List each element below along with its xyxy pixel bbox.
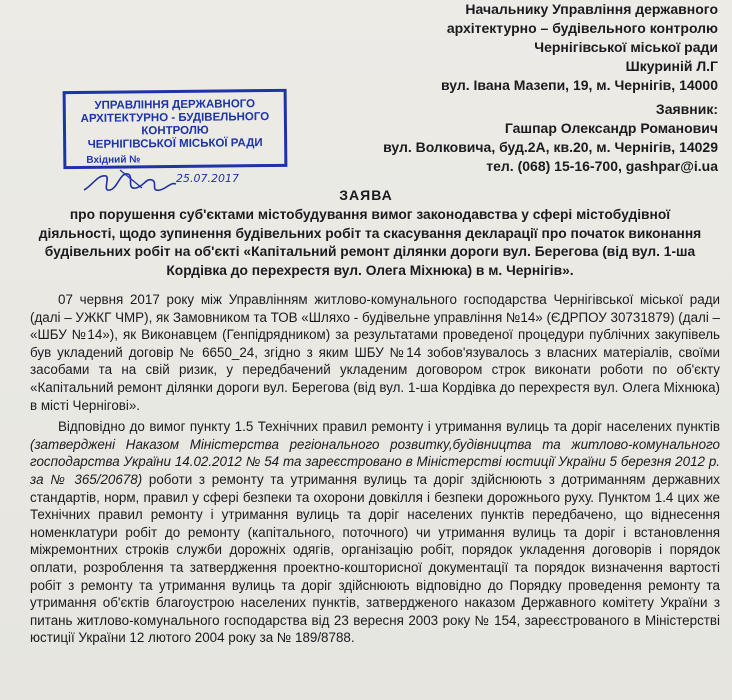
addressee-council: Чернігівської міської ради [534,39,718,55]
addressee-department: архітектурно – будівельного контролю [446,20,718,36]
applicant-label: Заявник: [655,101,718,117]
addressee-position: Начальнику Управління державного [465,1,718,17]
addressee-address: вул. Івана Мазепи, 19, м. Чернігів, 14000 [441,77,718,93]
applicant-block [298,100,718,176]
document-body [30,291,720,647]
registration-stamp [63,89,288,169]
body-paragraph [30,418,720,647]
document-subject: про порушення суб'єктами містобудування вимог законодавства у сфері містобудівної діяльності, щодо зупинення будівельних робіт та скасування декларації про початок виконання будівельних робіт на об'єкті «Капітальний ремонт ділянки дороги вул. Берегова (від вул. 1-ша Кордівка до перехрестя вул. Олега Міхнюка) в м. Чернігів». [38,207,702,278]
stamp-line: УПРАВЛІННЯ ДЕРЖАВНОГО [94,98,256,112]
signature-date: 25.07.2017 [176,172,239,185]
addressee-block [358,0,718,95]
body-text: роботи з ремонту та утримання вулиць та доріг здійснюють з дотриманням державних стандартів, норм, правил у сфері безпеки та охорони довкілля і безпеки дорожнього руху. Пунктом 1.4 цих же Технічних правил ремонту і утримання вулиць та доріг населених пунктів передбачено, що віднесення номенклатури робіт до ремонту (капітального, поточного) чи утримання вулиць та доріг і встановлення міжремонтних строків служби дорожніх одягів, організацію робіт, порядок укладення договорів і порядок оплати, розроблення та затвердження проектно-кошторисної документації та порядок визначення вартості робіт з ремонту та утримання вулиць та доріг здійснюють відповідно до Порядку проведення ремонту та утримання об'єктів благоустрою населених пунктів, затвердженого наказом Державного комітету України з питань житлово-комунального господарства від 23 вересня 2003 року № 154, зареєстрованого в Міністерстві юстиції України 12 лютого 2004 року за № 189/8788. [30,471,720,646]
stamp-line: КОНТРОЛЮ [141,124,209,138]
stamp-line: АРХІТЕКТУРНО - БУДІВЕЛЬНОГО [80,111,270,125]
applicant-address: вул. Волковича, буд.2А, кв.20, м. Чернігів, 14029 [383,139,718,155]
body-text-italic: (затверджені Наказом Міністерства регіонального розвитку,будівництва та житлово-комунального господарства України 14.02.2012 № 54 та зареєстровано в Міністерстві юстиції України 5 березня 2012 р. за № 365/20678) [30,436,720,487]
addressee-name: Шкуриній Л.Г [625,58,718,74]
document-title: ЗАЯВА [339,187,393,203]
body-paragraph: 07 червня 2017 року між Управлінням житлово-комунального господарства Чернігівської міської ради (далі – УЖКГ ЧМР), як Замовником та ТОВ «Шляхо - будівельне управління №14» (ЄДРПОУ 30731879) (далі – «ШБУ №14»), як Виконавцем (Генпідрядником) за результатами проведеної процедури публічних закупівель був укладений договір № 6650_24, згідно з яким ШБУ №14 зобов'язувалось з власних матеріалів, своїми засобами та на свій ризик, у передбачений укладеним договором строк виконати роботи по об'єкту «Капітальний ремонт ділянки дороги вул. Берегова (від вул. 1-ша Кордівка до перехрестя вул. Олега Міхнюка) в місті Чернігові». [30,292,720,413]
stamp-incoming-number: Вхідний № [86,154,141,166]
stamp-line: ЧЕРНІГІВСЬКОЇ МІСЬКОЇ РАДИ [87,137,263,151]
applicant-name: Гашпар Олександр Романович [504,120,718,136]
applicant-contact: тел. (068) 15-16-700, gashpar@i.ua [486,158,718,174]
body-text: Відповідно до вимог пункту 1.5 Технічних правил ремонту і утримання вулиць та доріг населених пунктів [58,419,720,435]
